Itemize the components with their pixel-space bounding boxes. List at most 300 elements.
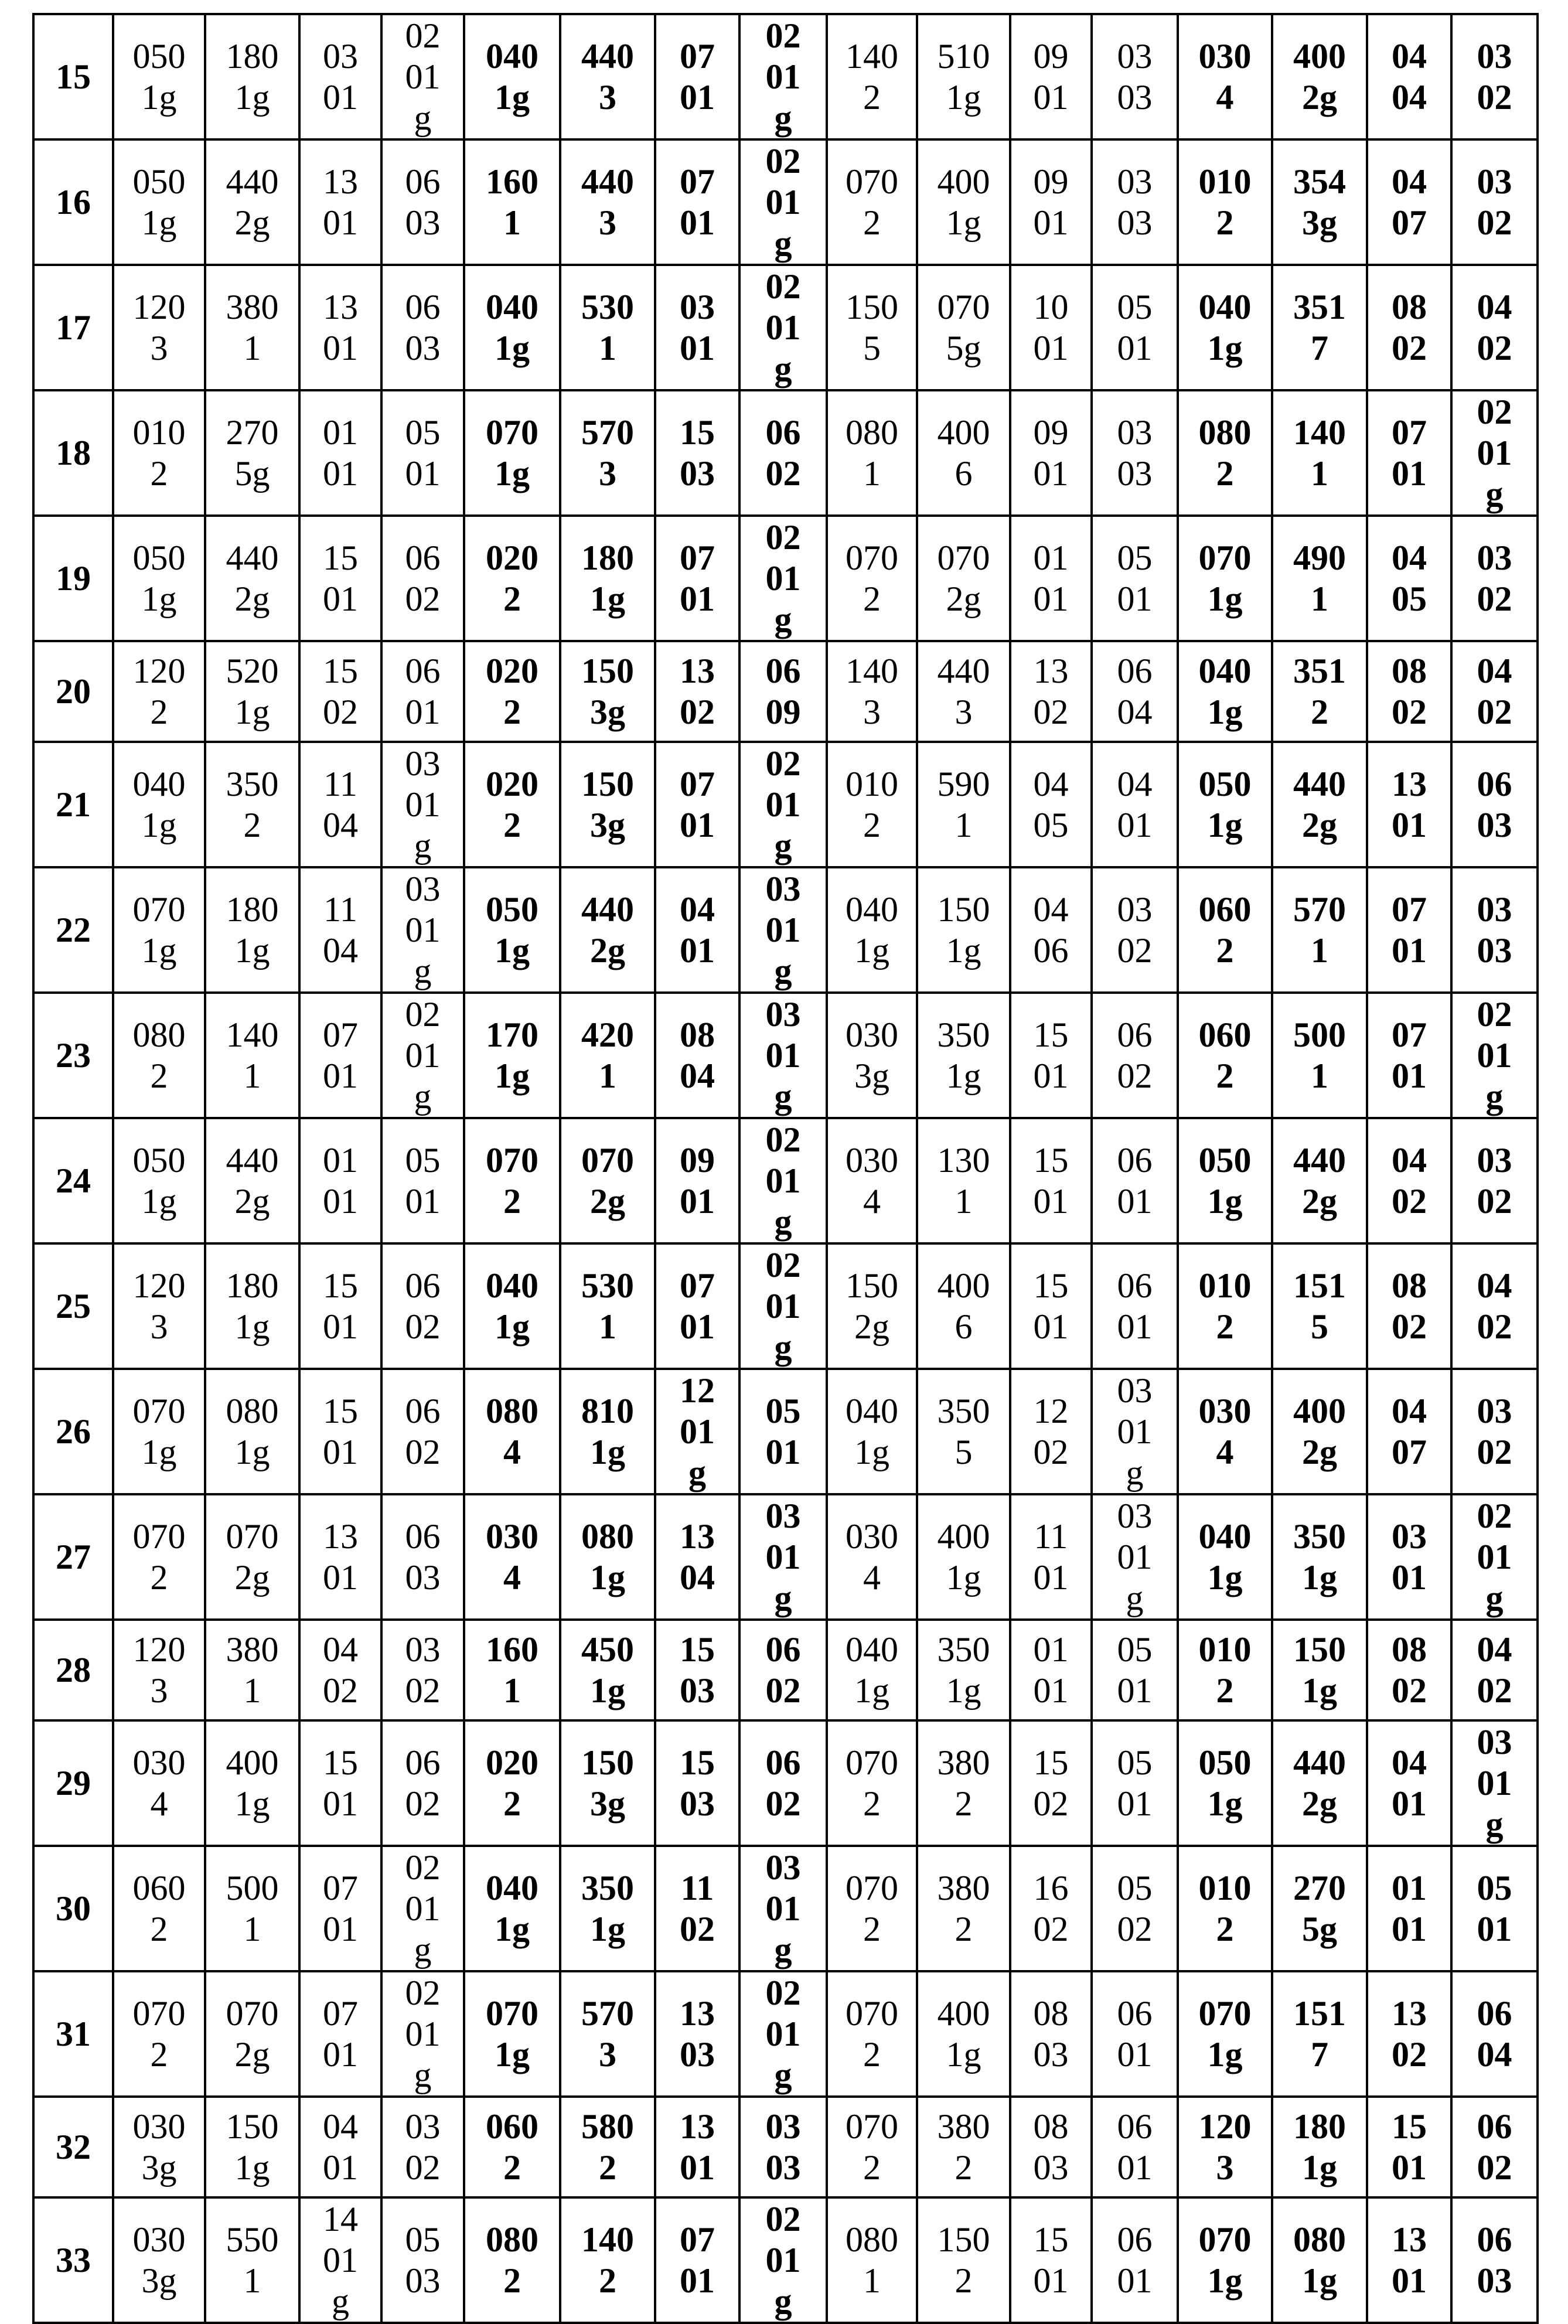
table-cell (739, 1369, 827, 1494)
cell-value: 1801g (226, 36, 279, 118)
table-cell (827, 742, 917, 867)
allele-table (32, 13, 1539, 2324)
cell-value: 0502 (1117, 1868, 1153, 1950)
row-number: 16 (33, 139, 113, 265)
table-cell (464, 1720, 560, 1846)
table-cell (205, 867, 299, 993)
cell-value: 0602 (1117, 1014, 1153, 1096)
cell-value: 0401g (846, 889, 898, 971)
table-cell (560, 1720, 655, 1846)
cell-value: 0609 (766, 650, 801, 732)
cell-value: 0603 (1477, 2219, 1512, 2301)
cell-value: 1301 (323, 287, 358, 369)
table-cell (205, 1118, 299, 1243)
cell-value: 3802 (938, 1742, 990, 1824)
table-cell (1367, 2097, 1451, 2197)
table-cell (560, 139, 655, 265)
cell-value: 0202 (486, 764, 538, 846)
cell-value: 0101 (323, 1140, 358, 1222)
cell-value: 0701g (1199, 2219, 1252, 2301)
cell-value: 3517 (1293, 287, 1346, 369)
cell-value: 1203 (133, 287, 186, 369)
table-cell (299, 390, 381, 516)
table-cell (917, 1971, 1010, 2097)
table-cell (205, 1494, 299, 1620)
cell-value: 1102 (680, 1868, 715, 1950)
cell-value: 0701g (486, 1993, 538, 2075)
cell-value: 4001g (226, 1742, 279, 1824)
table-cell (739, 1846, 827, 1971)
table-cell (1451, 742, 1538, 867)
cell-value: 0201g (766, 141, 801, 264)
cell-value: 0602 (486, 2106, 538, 2188)
table-cell (739, 1720, 827, 1846)
table-cell (827, 1243, 917, 1369)
table-cell (655, 1720, 739, 1846)
table-cell (381, 1494, 464, 1620)
table-cell (1178, 1494, 1272, 1620)
cell-value: 4402g (226, 1140, 279, 1222)
table-cell (1272, 1118, 1367, 1243)
cell-value: 0501g (133, 537, 186, 619)
cell-value: 0304 (486, 1516, 538, 1598)
cell-value: 0701 (323, 1868, 358, 1950)
cell-value: 0701g (133, 1391, 186, 1473)
cell-value: 0702 (846, 2106, 898, 2188)
cell-value: 0701 (323, 1014, 358, 1096)
table-row (33, 1720, 1538, 1846)
table-cell (1092, 742, 1178, 867)
table-cell (1367, 1243, 1451, 1369)
table-cell (1451, 2097, 1538, 2197)
table-cell (1272, 1243, 1367, 1369)
table-cell (464, 516, 560, 641)
cell-value: 1503g (581, 1742, 634, 1824)
cell-value: 0102 (1199, 1629, 1252, 1711)
table-cell (205, 265, 299, 390)
row-number: 24 (33, 1118, 113, 1243)
table-cell (739, 1243, 827, 1369)
table-cell (655, 867, 739, 993)
cell-value: 0201g (766, 517, 801, 640)
table-cell (827, 14, 917, 139)
table-cell (1367, 1369, 1451, 1494)
cell-value: 3505 (938, 1391, 990, 1473)
row-number: 23 (33, 993, 113, 1118)
table-cell (1367, 1846, 1451, 1971)
table-cell (560, 2097, 655, 2197)
table-cell (917, 265, 1010, 390)
cell-value: 1201g (680, 1370, 715, 1493)
table-cell (1178, 516, 1272, 641)
row-number: 27 (33, 1494, 113, 1620)
table-cell (655, 1369, 739, 1494)
cell-value: 1501 (323, 537, 358, 619)
cell-value: 0701 (1392, 889, 1427, 971)
table-cell (1178, 867, 1272, 993)
cell-value: 0601 (1117, 1993, 1153, 2075)
cell-value: 0304 (846, 1140, 898, 1222)
cell-value: 1401 (226, 1014, 279, 1096)
table-cell (655, 1971, 739, 2097)
cell-value: 0804 (680, 1014, 715, 1096)
table-cell (917, 1243, 1010, 1369)
table-cell (1092, 1971, 1178, 2097)
table-cell (1367, 265, 1451, 390)
table-cell (299, 993, 381, 1118)
cell-value: 0702 (486, 1140, 538, 1222)
table-cell (299, 2097, 381, 2197)
table-cell (113, 265, 205, 390)
cell-value: 0603 (405, 287, 441, 369)
cell-value: 0304 (133, 1742, 186, 1824)
table-cell (1367, 867, 1451, 993)
table-cell (655, 1243, 739, 1369)
table-cell (1451, 1494, 1538, 1620)
cell-value: 0303 (1117, 36, 1153, 118)
cell-value: 0603 (405, 161, 441, 243)
table-cell (113, 1620, 205, 1720)
table-cell (1272, 1720, 1367, 1846)
cell-value: 0601 (1117, 2106, 1153, 2188)
table-cell (381, 516, 464, 641)
cell-value: 0901 (680, 1140, 715, 1222)
table-cell (205, 1720, 299, 1846)
cell-value: 2705g (1293, 1868, 1346, 1950)
table-cell (113, 2097, 205, 2197)
table-cell (827, 265, 917, 390)
cell-value: 1202 (133, 650, 186, 732)
cell-value: 0402 (1477, 1629, 1512, 1711)
cell-value: 3501g (938, 1629, 990, 1711)
row-number: 33 (33, 2197, 113, 2323)
row-number: 26 (33, 1369, 113, 1494)
table-row (33, 1118, 1538, 1243)
table-cell (1451, 1118, 1538, 1243)
table-cell (299, 1846, 381, 1971)
cell-value: 1301 (323, 1516, 358, 1598)
table-cell (560, 1494, 655, 1620)
cell-value: 0401g (133, 764, 186, 846)
cell-value: 4002g (1293, 36, 1346, 118)
cell-value: 0501 (1117, 287, 1153, 369)
table-cell (113, 1243, 205, 1369)
table-cell (1178, 1846, 1272, 1971)
table-cell (299, 139, 381, 265)
table-cell (381, 993, 464, 1118)
table-cell (1451, 1720, 1538, 1846)
table-cell (739, 14, 827, 139)
cell-value: 0202 (486, 1742, 538, 1824)
table-cell (205, 139, 299, 265)
table-cell (827, 2197, 917, 2323)
cell-value: 0701 (680, 537, 715, 619)
table-cell (1178, 993, 1272, 1118)
cell-value: 0303g (133, 2106, 186, 2188)
table-cell (827, 139, 917, 265)
table-cell (1272, 1494, 1367, 1620)
table-cell (560, 390, 655, 516)
table-cell (205, 14, 299, 139)
table-cell (381, 1620, 464, 1720)
cell-value: 0603 (405, 1516, 441, 1598)
table-cell (1092, 390, 1178, 516)
table-cell (205, 2197, 299, 2323)
table-cell (1367, 641, 1451, 742)
table-cell (655, 1118, 739, 1243)
table-cell (827, 516, 917, 641)
table-cell (464, 1971, 560, 2097)
table-cell (917, 1118, 1010, 1243)
cell-value: 4501g (581, 1629, 634, 1711)
cell-value: 0604 (1477, 1993, 1512, 2075)
table-cell (827, 2097, 917, 2197)
cell-value: 1501 (1034, 2219, 1069, 2301)
cell-value: 5301 (581, 1265, 634, 1347)
cell-value: 0401 (680, 889, 715, 971)
table-cell (1092, 1118, 1178, 1243)
cell-value: 0303g (846, 1014, 898, 1096)
cell-value: 0602 (405, 1391, 441, 1473)
table-cell (1092, 1243, 1178, 1369)
table-cell (381, 1720, 464, 1846)
table-cell (560, 1620, 655, 1720)
table-cell (1010, 139, 1092, 265)
cell-value: 0401g (1199, 1516, 1252, 1598)
table-cell (739, 867, 827, 993)
cell-value: 0702g (226, 1516, 279, 1598)
table-cell (1092, 1620, 1178, 1720)
table-cell (381, 2097, 464, 2197)
table-cell (205, 1243, 299, 1369)
table-cell (113, 742, 205, 867)
cell-value: 0101 (323, 412, 358, 494)
table-cell (464, 641, 560, 742)
table-cell (739, 1494, 827, 1620)
cell-value: 1203 (133, 1629, 186, 1711)
cell-value: 0901 (1034, 161, 1069, 243)
cell-value: 0401 (323, 2106, 358, 2188)
cell-value: 0803 (1034, 1993, 1069, 2075)
cell-value: 1403 (846, 650, 898, 732)
table-cell (560, 1118, 655, 1243)
table-cell (655, 2197, 739, 2323)
table-cell (560, 265, 655, 390)
table-cell (917, 390, 1010, 516)
cell-value: 0701 (680, 764, 715, 846)
cell-value: 0407 (1392, 161, 1427, 243)
cell-value: 0604 (1117, 650, 1153, 732)
cell-value: 4402g (1293, 764, 1346, 846)
table-cell (739, 2097, 827, 2197)
table-row (33, 516, 1538, 641)
cell-value: 0501g (133, 1140, 186, 1222)
cell-value: 0701g (1199, 1993, 1252, 2075)
cell-value: 0702g (938, 537, 990, 619)
cell-value: 5001 (226, 1868, 279, 1950)
cell-value: 0304 (1199, 36, 1252, 118)
table-cell (299, 742, 381, 867)
cell-value: 0301g (1117, 1370, 1153, 1493)
table-cell (1010, 390, 1092, 516)
cell-value: 5703 (581, 412, 634, 494)
table-cell (560, 516, 655, 641)
cell-value: 0702 (846, 161, 898, 243)
table-cell (1010, 1620, 1092, 1720)
table-cell (1272, 1971, 1367, 2097)
cell-value: 0802 (1392, 1629, 1427, 1711)
cell-value: 4001g (938, 161, 990, 243)
table-cell (464, 14, 560, 139)
table-cell (1010, 265, 1092, 390)
cell-value: 0802 (1392, 1265, 1427, 1347)
cell-value: 0401 (1117, 764, 1153, 846)
cell-value: 1301 (680, 2106, 715, 2188)
cell-value: 0501 (1117, 1629, 1153, 1711)
cell-value: 0201g (766, 2199, 801, 2322)
table-cell (1178, 2097, 1272, 2197)
table-cell (917, 1494, 1010, 1620)
row-number: 32 (33, 2097, 113, 2197)
table-cell (113, 139, 205, 265)
table-row (33, 265, 1538, 390)
cell-value: 0501g (133, 36, 186, 118)
cell-value: 0602 (405, 1265, 441, 1347)
table-cell (464, 265, 560, 390)
table-cell (1451, 1846, 1538, 1971)
table-cell (299, 14, 381, 139)
cell-value: 1503g (581, 650, 634, 732)
table-cell (381, 2197, 464, 2323)
table-cell (299, 1243, 381, 1369)
cell-value: 5301 (581, 287, 634, 369)
cell-value: 0301g (405, 868, 441, 991)
table-cell (205, 993, 299, 1118)
table-cell (1272, 867, 1367, 993)
table-cell (1010, 1494, 1092, 1620)
cell-value: 0701 (680, 2219, 715, 2301)
cell-value: 0404 (1392, 36, 1427, 118)
cell-value: 0402 (1477, 287, 1512, 369)
cell-value: 0603 (1477, 764, 1512, 846)
cell-value: 8101g (581, 1391, 634, 1473)
table-row (33, 14, 1538, 139)
table-cell (1272, 516, 1367, 641)
cell-value: 1502g (846, 1265, 898, 1347)
cell-value: 4402g (1293, 1742, 1346, 1824)
cell-value: 0401g (486, 36, 538, 118)
cell-value: 1203 (1199, 2106, 1252, 2188)
table-cell (1178, 1118, 1272, 1243)
table-cell (113, 641, 205, 742)
table-cell (1178, 742, 1272, 867)
cell-value: 0702 (846, 537, 898, 619)
cell-value: 0601 (1117, 1140, 1153, 1222)
cell-value: 0401g (486, 1868, 538, 1950)
table-cell (1272, 139, 1367, 265)
table-cell (1010, 2097, 1092, 2197)
cell-value: 0201g (1477, 994, 1512, 1117)
table-cell (1010, 1369, 1092, 1494)
cell-value: 3512 (1293, 650, 1346, 732)
cell-value: 1001 (1034, 287, 1069, 369)
table-cell (560, 1846, 655, 1971)
cell-value: 0301g (766, 1495, 801, 1618)
table-cell (1367, 1118, 1451, 1243)
cell-value: 4402g (581, 889, 634, 971)
cell-value: 1302 (1034, 650, 1069, 732)
table-cell (381, 139, 464, 265)
cell-value: 1515 (1293, 1265, 1346, 1347)
table-row (33, 1243, 1538, 1369)
cell-value: 1104 (323, 764, 358, 846)
table-cell (113, 1846, 205, 1971)
cell-value: 0702 (133, 1516, 186, 1598)
cell-value: 0201g (766, 1119, 801, 1242)
table-cell (1092, 1720, 1178, 1846)
cell-value: 1501 (1034, 1140, 1069, 1222)
row-number: 31 (33, 1971, 113, 2097)
cell-value: 3501g (581, 1868, 634, 1950)
cell-value: 0802 (1199, 412, 1252, 494)
table-cell (464, 1118, 560, 1243)
cell-value: 0301g (1117, 1495, 1153, 1618)
cell-value: 0301g (766, 1847, 801, 1970)
table-cell (464, 867, 560, 993)
table-cell (1092, 139, 1178, 265)
table-cell (655, 742, 739, 867)
cell-value: 0601 (405, 650, 441, 732)
table-cell (1367, 993, 1451, 1118)
cell-value: 0702 (846, 1868, 898, 1950)
table-cell (1010, 993, 1092, 1118)
table-cell (113, 1369, 205, 1494)
table-cell (299, 1971, 381, 2097)
cell-value: 1505 (846, 287, 898, 369)
table-cell (917, 742, 1010, 867)
cell-value: 0301g (1477, 1722, 1512, 1845)
cell-value: 0301g (405, 743, 441, 866)
cell-value: 1302 (1392, 1993, 1427, 2075)
table-row (33, 867, 1538, 993)
table-cell (560, 867, 655, 993)
cell-value: 1302 (680, 650, 715, 732)
table-cell (739, 390, 827, 516)
table-cell (739, 993, 827, 1118)
table-cell (1451, 1369, 1538, 1494)
cell-value: 0102 (133, 412, 186, 494)
table-cell (1010, 2197, 1092, 2323)
table-cell (1092, 14, 1178, 139)
table-cell (464, 1846, 560, 1971)
cell-value: 1501 (323, 1265, 358, 1347)
cell-value: 0302 (405, 1629, 441, 1711)
cell-value: 0402 (1392, 1140, 1427, 1222)
table-cell (917, 867, 1010, 993)
table-cell (827, 1620, 917, 1720)
row-number: 30 (33, 1846, 113, 1971)
table-cell (739, 139, 827, 265)
table-cell (827, 1494, 917, 1620)
table-cell (1272, 390, 1367, 516)
table-cell (1178, 1971, 1272, 2097)
table-cell (917, 2097, 1010, 2197)
cell-value: 0301 (1392, 1516, 1427, 1598)
table-cell (1272, 993, 1367, 1118)
cell-value: 4901 (1293, 537, 1346, 619)
row-number: 15 (33, 14, 113, 139)
cell-value: 0302 (1477, 537, 1512, 619)
